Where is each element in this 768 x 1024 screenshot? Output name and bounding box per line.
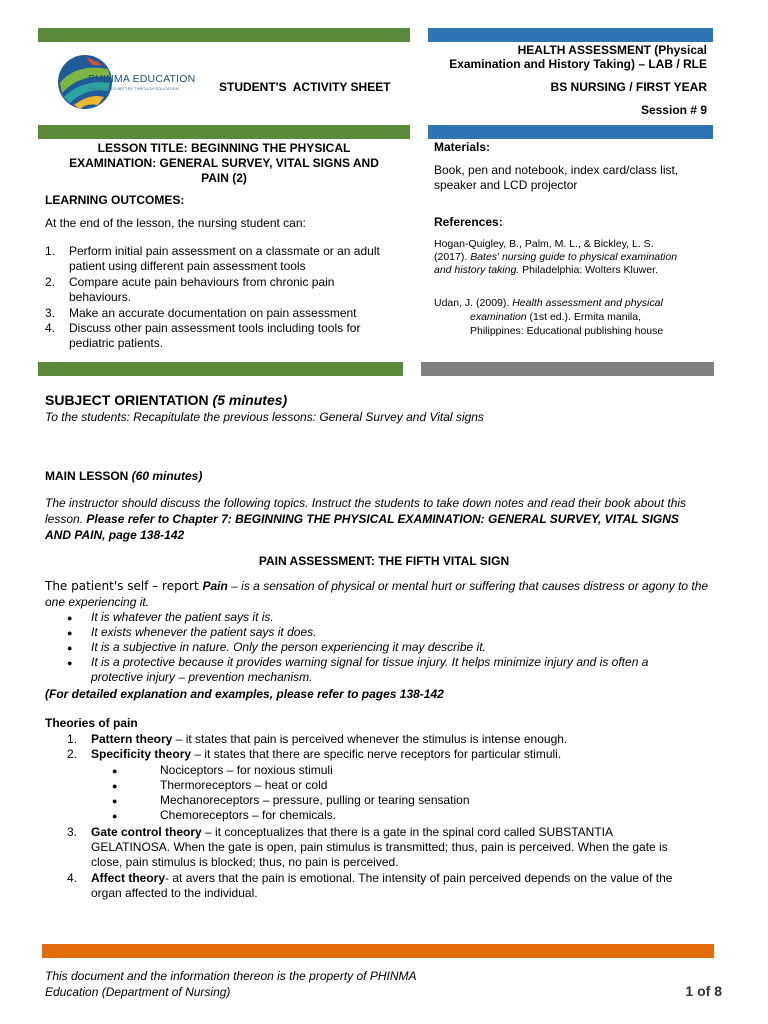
logo-name: PHINMA EDUCATION [88,73,196,85]
main-lesson-heading [45,469,202,483]
course-title [449,43,707,71]
outcome-item [45,321,404,351]
receptor-text: Nociceptors – for noxious stimuli [160,763,333,777]
reference-1-year: (2017). [434,251,471,263]
pain-characteristic-text: It is a subjective in nature. Only the person experiencing it may describe it. [91,640,486,654]
outcome-number: 1. [45,244,56,258]
theory-number: 2. [67,747,78,761]
materials-line1: Book, pen and notebook, index card/class list, [434,163,679,177]
materials-heading: Materials: [434,140,491,154]
materials-text [434,163,678,193]
outcome-number: 2. [45,275,56,289]
bullet-icon: ● [112,796,118,806]
pain-characteristic-item [67,640,731,655]
theory-item [67,825,732,870]
theory-text: - at avers that the pain is emotional. The intensity of pain perceived depends on the value of the [165,871,673,885]
course-title-line2: Examination and History Taking) – LAB / RLE [449,57,707,71]
orientation-minutes: (5 minutes) [212,392,288,408]
top-green-bar [38,28,410,42]
theory-text: – it states that pain is perceived whenever the stimulus is intense enough. [172,732,568,746]
pain-characteristic-text: It is whatever the patient says it is. [91,610,274,624]
orientation-heading-text: SUBJECT ORIENTATION [45,392,213,408]
pain-definition [45,578,735,610]
session-label: Session # 9 [640,103,707,117]
footer-notice-line2: Education (Department of Nursing) [45,985,231,999]
theory-name: Gate control theory [91,825,202,839]
bullet-icon: ● [67,628,73,638]
pain-characteristics-list [67,610,731,685]
lesson-title-line1: LESSON TITLE: BEGINNING THE PHYSICAL [97,141,351,155]
references-heading: References: [434,215,503,229]
bullet-icon: ● [67,643,73,653]
pain-term: Pain [202,579,228,593]
pain-characteristic-text: It exists whenever the patient says it does. [91,625,317,639]
reference-2-title: Health assessment and physical [512,297,663,309]
top-blue-bar [428,28,713,42]
bullet-icon: ● [112,811,118,821]
theory-text-line2: GELATINOSA. When the gate is open, pain stimulus is transmitted; thus, pain is perceived. When the gate is [91,840,668,854]
outcome-text-line1: Compare acute pain behaviours from chronic pain [69,275,335,289]
bullet-icon: ● [112,766,118,776]
receptor-text: Thermoreceptors – heat or cold [160,778,328,792]
theory-number: 4. [67,871,78,885]
outcome-item [45,275,404,305]
receptor-item [112,793,732,808]
reference-2-line3: Philippines: Educational publishing house [470,325,664,337]
theories-list [67,732,732,901]
phinma-logo [56,53,216,113]
theories-heading: Theories of pain [45,716,138,730]
lesson-green-bar [38,125,410,139]
main-lesson-intro-line2 [45,511,735,527]
theory-number: 1. [67,732,78,746]
pain-definition-lead: The patient's self – report [45,579,203,593]
lesson-title-line2: EXAMINATION: GENERAL SURVEY, VITAL SIGNS AND [69,156,379,170]
reference-1-title: Bates' nursing guide to physical examination [470,251,678,263]
chapter-reference-end: AND PAIN, page 138-142 [45,528,185,542]
receptors-list [91,763,732,823]
theory-text-line2: organ affected to the individual. [91,886,258,900]
reference-2-line2 [434,310,714,324]
outcome-text-line1: Perform initial pain assessment on a classmate or an adult [69,244,380,258]
detailed-explanation-note: (For detailed explanation and examples, please refer to pages 138-142 [45,687,444,701]
pain-characteristic-text: It is a protective because it provides warning signal for tissue injury. It helps minimize injury and is often a [91,655,649,669]
pain-definition-text-end: one experiencing it. [45,595,150,609]
lesson-title-line3: PAIN (2) [201,171,247,185]
footer-orange-bar [42,944,714,958]
reference-2-author: Udan, J. (2009). [434,297,513,309]
receptor-item [112,778,732,793]
bullet-icon: ● [67,613,73,623]
theory-text-line3: close, pain stimulus is blocked; thus, no pain is perceived. [91,855,399,869]
bullet-icon: ● [67,658,73,668]
theory-item [67,732,732,747]
page-number: 1 of 8 [685,983,722,999]
pain-assessment-heading: PAIN ASSESSMENT: THE FIFTH VITAL SIGN [258,554,510,568]
chapter-reference: Please refer to Chapter 7: BEGINNING THE PHYSICAL EXAMINATION: GENERAL SURVEY, VITAL SIGNS [86,512,679,526]
main-lesson-intro-line1: The instructor should discuss the following topics. Instruct the students to take down notes and read their book about this [45,496,687,510]
bullet-icon: ● [112,781,118,791]
reference-1-title-end: and history taking. [434,264,520,276]
outcome-item [45,244,404,274]
outcome-text-line2: pediatric patients. [69,336,164,350]
outcomes-heading: LEARNING OUTCOMES: [45,193,185,207]
footer-notice-line1: This document and the information thereon is the property of PHINMA [45,969,417,983]
main-lesson-intro-plain: lesson. [45,512,87,526]
pain-characteristic-item [67,625,731,640]
outcome-text-line1: Discuss other pain assessment tools including tools for [69,321,361,335]
theory-text: – it states that there are specific nerve receptors for particular stimuli. [191,747,562,761]
program-label: BS NURSING / FIRST YEAR [550,80,707,94]
theory-name: Specificity theory [91,747,192,761]
materials-line2: speaker and LCD projector [434,178,578,192]
reference-2 [434,296,714,338]
reference-1 [434,238,714,277]
theory-number: 3. [67,825,78,839]
reference-2-line1 [434,296,714,310]
pain-characteristic-item [67,655,731,685]
theory-name: Affect theory [91,871,166,885]
orientation-heading [45,392,287,408]
theory-name: Pattern theory [91,732,173,746]
course-title-line1: HEALTH ASSESSMENT (Physical [517,43,707,57]
pain-characteristic-item [67,610,731,625]
reference-1-line1: Hogan-Quigley, B., Palm, M. L., & Bickley, L. S. [434,238,654,250]
outcome-item [45,306,404,321]
outcome-number: 3. [45,306,56,320]
theory-item [67,871,732,901]
receptor-item [112,808,732,823]
theory-item [67,747,732,823]
materials-blue-bar [428,125,713,139]
lesson-title [40,141,408,186]
receptor-text: Mechanoreceptors – pressure, pulling or tearing sensation [160,793,470,807]
footer-notice [45,968,417,1000]
reference-1-line3 [434,264,714,277]
theory-text: – it conceptualizes that there is a gate in the spinal cord called SUBSTANTIA [201,825,614,839]
reference-1-line2 [434,251,714,264]
sheet-title: STUDENT'S ACTIVITY SHEET [219,80,391,94]
receptor-item [112,763,732,778]
reference-2-edition: (1st ed.). Ermita manila, [526,311,641,323]
outcomes-intro: At the end of the lesson, the nursing student can: [45,216,306,230]
pain-definition-text: – is a sensation of physical or mental hurt or suffering that causes distress or agony to the [227,579,709,593]
pain-characteristic-text-end: protective injury – prevention mechanism. [91,670,313,684]
reference-1-publisher: Philadelphia: Wolters Kluwer. [519,264,658,276]
receptor-text: Chemoreceptors – for chemicals. [160,808,337,822]
main-lesson-heading-text: MAIN LESSON [45,469,132,483]
outcome-text-line2: patient using different pain assessment tools [69,259,306,273]
orientation-text: To the students: Recapitulate the previous lessons: General Survey and Vital signs [45,410,484,424]
outcomes-list [45,244,404,351]
main-lesson-intro [45,495,735,543]
logo-tagline: MAKING LIVES BETTER THROUGH EDUCATION [88,86,179,91]
section-gray-bar [421,362,714,376]
section-green-bar [38,362,403,376]
main-lesson-minutes: (60 minutes) [131,469,203,483]
outcome-text-line2: behaviours. [69,290,132,304]
reference-2-title-end: examination [470,311,527,323]
outcome-number: 4. [45,321,56,335]
outcome-text-line1: Make an accurate documentation on pain assessment [69,306,357,320]
